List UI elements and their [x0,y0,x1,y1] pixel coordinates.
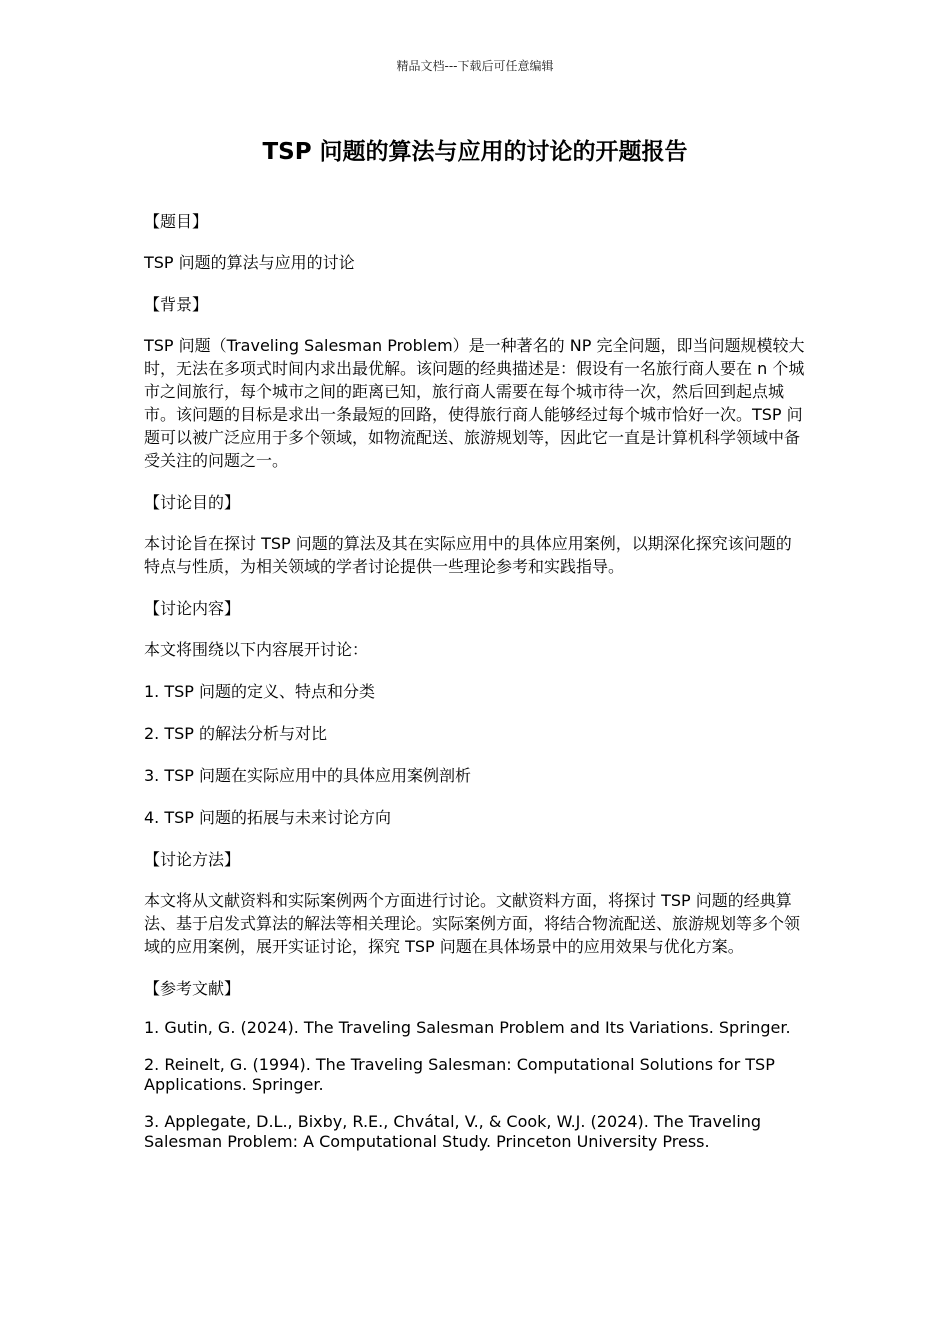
method-paragraph: 本文将从文献资料和实际案例两个方面进行讨论。文献资料方面，将探讨 TSP 问题的经典算法、基于启发式算法的解法等相关理论。实际案例方面，将结合物流配送、旅游规划等多个领域的应用案例，展开实证讨论，探究 TSP 问题在具体场景中的应用效果与优化方案。 [144,891,801,956]
background-heading: 【背景】 [144,295,209,314]
content-intro: 本文将围绕以下内容展开讨论： [144,640,369,659]
topic-heading: 【题目】 [144,212,209,231]
content-heading: 【讨论内容】 [144,599,241,618]
reference-item: 2. Reinelt, G. (1994). The Traveling Salesman: Computational Solutions for TSP Applications. Springer. [144,1055,775,1094]
background-paragraph: TSP 问题（Traveling Salesman Problem）是一种著名的 NP 完全问题，即当问题规模较大时，无法在多项式时间内求出最优解。该问题的经典描述是：假设有一名旅行商人要在 n 个城市之间旅行，每个城市之间的距离已知，旅行商人需要在每个城市待一次，然后回到起点城市。该问题的目标是求出一条最短的回路，使得旅行商人能够经过每个城市恰好一次。TSP 问题可以被广泛应用于多个领域，如物流配送、旅游规划等，因此它一直是计算机科学领域中备受关注的问题之一。 [144,336,805,470]
document-body [144,210,806,1169]
method-heading: 【讨论方法】 [144,850,241,869]
document-title: TSP 问题的算法与应用的讨论的开题报告 [262,139,688,165]
content-item: 2. TSP 的解法分析与对比 [144,724,328,743]
reference-item: 3. Applegate, D.L., Bixby, R.E., Chvátal, V., & Cook, W.J. (2024). The Traveling Salesman Problem: A Computational Study. Princeton University Press. [144,1112,762,1151]
reference-item: 1. Gutin, G. (2024). The Traveling Salesman Problem and Its Variations. Springer. [144,1018,791,1037]
purpose-paragraph: 本讨论旨在探讨 TSP 问题的算法及其在实际应用中的具体应用案例，以期深化探究该问题的特点与性质，为相关领域的学者讨论提供一些理论参考和实践指导。 [144,534,792,576]
header-note: 精品文档---下载后可任意编辑 [396,59,554,73]
references-heading: 【参考文献】 [144,979,241,998]
content-item: 4. TSP 问题的拓展与未来讨论方向 [144,808,392,827]
content-item: 1. TSP 问题的定义、特点和分类 [144,682,376,701]
topic-text: TSP 问题的算法与应用的讨论 [144,253,355,272]
purpose-heading: 【讨论目的】 [144,493,241,512]
content-item: 3. TSP 问题在实际应用中的具体应用案例剖析 [144,766,472,785]
